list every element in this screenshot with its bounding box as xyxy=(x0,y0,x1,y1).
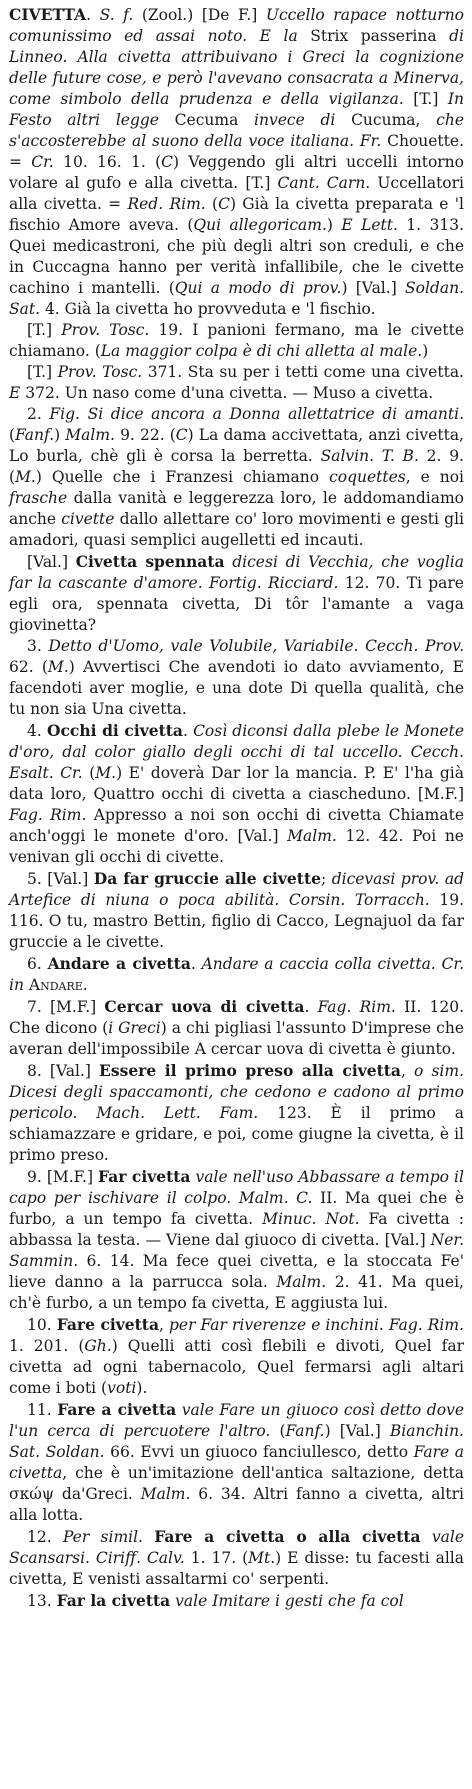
headword-phrase: Fare a civetta xyxy=(57,1400,177,1419)
text-run: , xyxy=(159,1316,169,1334)
text-run: Andare xyxy=(28,976,83,994)
text-run: 13. xyxy=(27,1592,57,1610)
italic-text: M. xyxy=(15,468,36,486)
text-run xyxy=(421,1528,432,1546)
text-run: 1. 313. Quei medicastroni, che più degli altri son creduli, e che in Cuccagna hanno per verità infallibile, che le civette cachino i mantelli. ( xyxy=(9,216,465,297)
text-run: [Val.] xyxy=(27,553,76,571)
text-run: 4. xyxy=(27,722,47,740)
italic-text: voti xyxy=(107,1379,137,1397)
text-run: , che è un'imitazione dell'antica saltazione, detta σκώψ da'Greci. xyxy=(9,1464,464,1503)
text-run: 7. [M.F.] xyxy=(27,998,105,1016)
text-run: [T.] xyxy=(27,363,58,381)
text-run: , e noi xyxy=(405,468,464,486)
italic-text: vale Scansarsi. Ciriff. Calv. xyxy=(9,1528,464,1567)
entry-paragraph xyxy=(9,1590,464,1612)
italic-text: Malm. xyxy=(287,827,337,845)
italic-text: vale Imitare i gesti che fa col xyxy=(175,1592,404,1610)
italic-text: Fanf. xyxy=(15,426,55,444)
text-run: . xyxy=(304,998,318,1016)
italic-text: civette xyxy=(61,510,115,528)
entry-paragraph xyxy=(9,1166,464,1314)
text-run: ( xyxy=(82,764,96,782)
text-run: 6. 14. Ma fece quei civetta, e la stoccata Fe' lieve danno a la parrucca sola. xyxy=(9,1252,464,1291)
headword-phrase: Far civetta xyxy=(98,1167,191,1186)
italic-text: M. xyxy=(47,658,69,676)
text-run xyxy=(143,1528,154,1546)
text-run: ) Quelle che i Franzesi chiamano xyxy=(35,468,330,486)
italic-text: dicesi di Vecchia, che voglia far la cascante d'amore. Fortig. Ricciard. xyxy=(9,553,464,592)
italic-text: Salvin. T. B. xyxy=(320,447,419,465)
italic-text: E Lett. xyxy=(341,216,398,234)
text-run: ) [Val.] xyxy=(341,279,406,297)
italic-text: Gh. xyxy=(84,1337,112,1355)
text-run: 8. [Val.] xyxy=(27,1062,100,1080)
italic-text: Red. Rim. xyxy=(127,195,206,213)
entry-paragraph xyxy=(9,1399,464,1526)
headword-phrase: Far la civetta xyxy=(56,1591,171,1610)
italic-text: Fag. Rim. xyxy=(9,806,87,824)
text-run: ) Quelli atti così flebili e divoti, Quel far civetta ad ogni tabernacolo, Quel fermarsi agli altari come i boti ( xyxy=(9,1337,465,1397)
entry-paragraph xyxy=(9,404,464,551)
entry-paragraph xyxy=(9,551,464,636)
text-run: 9. [M.F.] xyxy=(27,1168,99,1186)
entry-paragraph xyxy=(9,868,464,953)
italic-text: Soldan. Sat. xyxy=(9,279,464,318)
italic-text: C xyxy=(218,195,230,213)
italic-text: Così diconsi dalla plebe le Monete d'oro, dal color giallo degli occhi di tal uccello. Cecch. Esalt. Cr. xyxy=(9,722,465,782)
text-run: , xyxy=(400,1062,415,1080)
text-run: 10. xyxy=(27,1316,57,1334)
italic-text: C xyxy=(161,153,174,171)
text-run: ( xyxy=(9,426,16,444)
text-run: 12. xyxy=(27,1528,63,1546)
text-run: ; xyxy=(320,870,332,888)
entry-paragraph xyxy=(9,320,464,362)
italic-text: Minuc. Not. xyxy=(262,1210,360,1228)
italic-text: per Far riverenze e inchini. Fag. Rim. xyxy=(169,1316,465,1334)
text-run: ) a chi pigliasi l'assunto D'imprese che averan dell'impossibile A cercar uova di civetta è giunto. xyxy=(9,1019,464,1058)
text-run: 372. Un naso come d'una civetta. — Muso a civetta. xyxy=(20,384,434,402)
italic-text: Ner. Sammin. xyxy=(9,1231,464,1270)
text-run: 11. xyxy=(27,1401,58,1419)
italic-text: Cant. Carn. xyxy=(277,174,371,192)
text-run: dallo allettare co' loro movimenti e gesti gli amadori, quasi semplici augelletti ed incauti. xyxy=(9,510,464,549)
entry-paragraph xyxy=(9,953,464,996)
entry-paragraph xyxy=(9,996,464,1060)
text-run: [T.] xyxy=(403,90,448,108)
headword-phrase: Cercar uova di civetta xyxy=(104,997,305,1016)
italic-text: frasche xyxy=(9,489,68,507)
text-run: 19. 116. O tu, mastro Bettin, figlio di Cacco, Legnajuol da far gruccie a le civette. xyxy=(9,891,465,951)
italic-text: Per simil. xyxy=(62,1528,143,1546)
text-run: 4. Già la civetta ho provveduta e 'l fischio. xyxy=(40,300,376,318)
text-run: Appresso a noi son occhi di civetta Chiamate anch'oggi le monete d'oro. [Val.] xyxy=(9,806,464,845)
italic-text: Qui a modo di prov. xyxy=(174,279,342,297)
italic-text: Uccello rapace notturno comunissimo ed assai noto. E la xyxy=(9,6,465,45)
italic-text: di Linneo. Alla civetta attribuivano i Greci la cognizione delle future cose, e però l'avevano consacrata a Minerva, come simbolo della prudenza e della vigilanza. xyxy=(9,27,464,108)
italic-text: Detto d'Uomo, vale Volubile, Variabile. Cecch. Prov. xyxy=(48,637,464,655)
headword-phrase: Da far gruccie alle civette xyxy=(93,869,321,888)
text-run: ) [Val.] xyxy=(324,1422,390,1440)
italic-text: La maggior colpa è di chi alletta al male. xyxy=(100,342,423,360)
italic-text: M. xyxy=(95,764,117,782)
text-run: dalla vanità e leggerezza loro, le addomandiamo anche xyxy=(9,489,464,528)
italic-text: Prov. Tosc. xyxy=(57,363,143,381)
text-run: ) Avvertisci Che avendoti io dato avviamento, E facendoti aver moglie, e una dote Di quella qualità, che tu non sia Una civetta. xyxy=(9,658,464,718)
italic-text: invece di xyxy=(254,111,336,129)
italic-text: Qui allegoricam. xyxy=(193,216,327,234)
text-run: [T.] xyxy=(27,321,62,339)
text-run: 10. 16. 1. ( xyxy=(53,153,162,171)
italic-text: che s'accosterebbe al suono della voce italiana. Fr. xyxy=(9,111,465,150)
italic-text: S. f. xyxy=(99,6,134,24)
text-run: II. Ma quei che è furbo, a un tempo fa civetta. xyxy=(9,1189,465,1228)
text-run: ) xyxy=(422,342,429,360)
text-run: Chouette. = xyxy=(9,132,464,171)
italic-text: Malm. xyxy=(65,426,115,444)
entry-paragraph xyxy=(9,4,464,320)
italic-text: Mt. xyxy=(248,1549,276,1567)
italic-text: Andare a caccia colla civetta. Cr. in xyxy=(9,955,465,994)
entry-paragraph xyxy=(9,720,464,868)
text-run: ( xyxy=(205,195,219,213)
italic-text: Fag. Rim. xyxy=(317,998,396,1016)
entry-paragraph xyxy=(9,636,464,720)
entry-paragraph xyxy=(9,1060,464,1166)
text-run: 371. Sta su per i tetti come una civetta. xyxy=(142,363,464,381)
text-run: Fa civetta : abbassa la testa. — Viene dal giuoco di civetta. [Val.] xyxy=(9,1210,464,1249)
italic-text: dicevasi prov. ad Artefice di niuna o poca abilità. Corsin. Torracch. xyxy=(9,870,464,909)
text-run: Uccellatori alla civetta. = xyxy=(9,174,464,213)
italic-text: Malm. xyxy=(276,1273,327,1291)
italic-text: C xyxy=(175,426,188,444)
entry-paragraph xyxy=(9,362,464,404)
text-run: ) Già la civetta preparata e 'l fischio Amore aveva. ( xyxy=(9,195,464,234)
text-run: ). xyxy=(136,1379,148,1397)
headword-phrase: Fare a civetta o alla civetta xyxy=(154,1527,421,1546)
text-run: ) xyxy=(326,216,342,234)
italic-text: Bianchin. Sat. Soldan. xyxy=(9,1422,464,1461)
italic-text: Fanf. xyxy=(285,1422,325,1440)
text-run: ) xyxy=(54,426,66,444)
text-run: Cecuma xyxy=(158,111,255,129)
headword-phrase: Fare civetta xyxy=(56,1315,160,1334)
italic-text: E xyxy=(9,384,21,402)
headword-phrase: Essere il primo preso alla civetta xyxy=(99,1061,401,1080)
text-run: 2. xyxy=(27,405,50,423)
text-run: 2. 9. ( xyxy=(9,447,464,486)
text-run: . xyxy=(82,976,88,994)
text-run: 5. [Val.] xyxy=(27,870,94,888)
text-run: II. 120. Che dicono ( xyxy=(9,998,465,1037)
italic-text: Fare a civetta xyxy=(9,1443,464,1482)
headword-phrase: Civetta spennata xyxy=(75,552,225,571)
entry-paragraph xyxy=(9,1526,464,1590)
text-run: 66. Evvi un giuoco fanciullesco, detto xyxy=(104,1443,414,1461)
text-run: 1. 201. ( xyxy=(9,1337,85,1355)
text-run: . xyxy=(86,6,100,24)
text-run: 1. 17. ( xyxy=(184,1549,249,1567)
headword-phrase: Occhi di civetta xyxy=(46,721,183,740)
text-run: Cucuma, xyxy=(335,111,437,129)
italic-text: i Greci xyxy=(108,1019,161,1037)
text-run: 62. ( xyxy=(9,658,48,676)
text-run: 12. 70. Ti pare egli ora, spennata civetta, Di tôr l'amante a vaga giovinetta? xyxy=(9,574,464,634)
italic-text: vale Fare un giuoco così detto dove l'un cerca di percuotere l'altro. xyxy=(9,1401,464,1440)
italic-text: coquettes xyxy=(329,468,406,486)
text-run: . xyxy=(182,722,194,740)
italic-text: Malm. xyxy=(140,1485,191,1503)
italic-text: Fig. Si dice ancora a Donna allettatrice di amanti. xyxy=(49,405,465,423)
italic-text: Cr. xyxy=(31,153,54,171)
text-run: (Zool.) [De F.] xyxy=(133,6,266,24)
italic-text: In Festo altri legge xyxy=(9,90,465,129)
text-run: . xyxy=(190,955,202,973)
text-run: 3. xyxy=(27,637,49,655)
headword-phrase: Andare a civetta xyxy=(47,954,191,973)
text-run: 123. È il primo a schiamazzare e gridare, e poi, come giugne la civetta, è il primo preso. xyxy=(9,1104,465,1164)
text-run: ( xyxy=(270,1422,286,1440)
text-run: 19. I panioni fermano, ma le civette chiamano. ( xyxy=(9,321,464,360)
headword-phrase: CIVETTA xyxy=(9,5,87,24)
text-run: 12. 42. Poi ne venivan gli occhi di civette. xyxy=(9,827,464,866)
text-run: 6. xyxy=(27,955,48,973)
italic-text: vale nell'uso Abbassare a tempo il capo per ischivare il colpo. Malm. C. xyxy=(9,1168,464,1207)
entry-paragraph xyxy=(9,1314,464,1399)
text-run: ) La dama accivettata, anzi civetta, Lo burla, chè gli è corsa la berretta. xyxy=(9,426,464,465)
text-run: ) E disse: tu facesti alla civetta, E venisti assaltarmi co' serpenti. xyxy=(9,1549,464,1588)
text-run: ) E' doverà Dar lor la mancia. P. E' l'ha già data loro, Quattro occhi di civetta a ciascheduno. [M.F.] xyxy=(9,764,464,803)
text-run: Strix passerina xyxy=(297,27,450,45)
text-run: 6. 34. Altri fanno a civetta, altri alla lotta. xyxy=(9,1485,464,1524)
italic-text: o sim. Dicesi degli spaccamonti, che cedono e cadono al primo pericolo. Mach. Lett. Fam. xyxy=(9,1062,465,1122)
italic-text: Prov. Tosc. xyxy=(61,321,150,339)
text-run: 2. 41. Ma quei, ch'è furbo, a un tempo fa civetta, E aggiusta lui. xyxy=(9,1273,464,1312)
text-run: ) Veggendo gli altri uccelli intorno volare al gufo e alla civetta. [T.] xyxy=(9,153,464,192)
text-run: 9. 22. ( xyxy=(114,426,176,444)
